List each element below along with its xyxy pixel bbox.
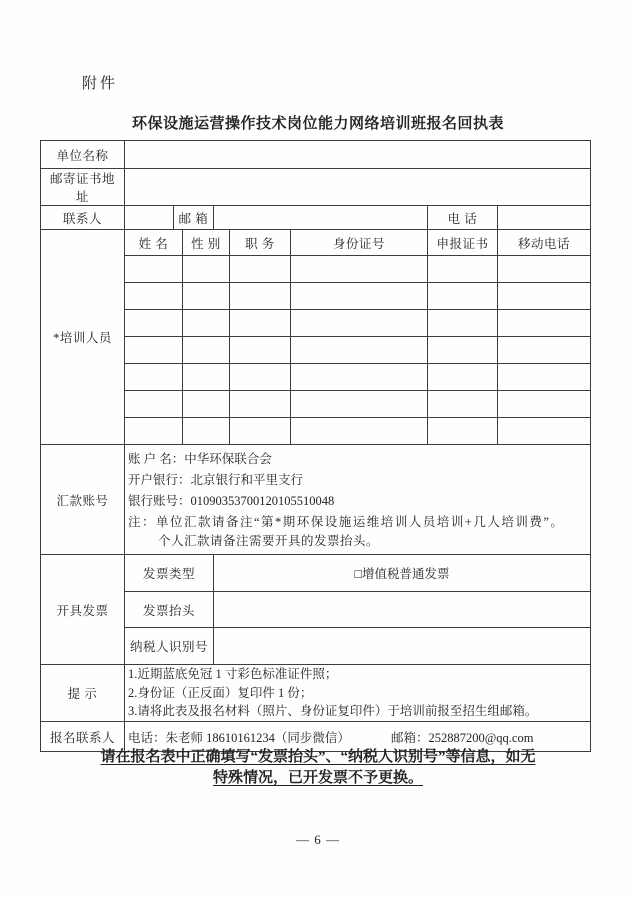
- trainee-id-number-field: [291, 283, 428, 310]
- trainee-certificate-field: [428, 418, 498, 445]
- form-title: 环保设施运营操作技术岗位能力网络培训班报名回执表: [131, 116, 504, 132]
- trainee-gender-field: [183, 337, 230, 364]
- trainee-position-field: [230, 256, 291, 283]
- trainee-mobile-field: [498, 364, 591, 391]
- trainee-certificate-field: [428, 337, 498, 364]
- attachment-label: 附件: [82, 76, 119, 92]
- trainee-mobile-field: [498, 310, 591, 337]
- trainee-position-field: [230, 283, 291, 310]
- trainee-id-number-field: [291, 256, 428, 283]
- registration-contact-label: 报名联系人: [41, 722, 125, 752]
- trainee-col-name: 姓 名: [125, 230, 183, 256]
- trainee-name-field: [125, 256, 183, 283]
- trainee-certificate-field: [428, 283, 498, 310]
- tip-item-3: 3.请将此表及报名材料（照片、身份证复印件）于培训前报至招生组邮箱。: [128, 704, 538, 719]
- trainee-col-id-number: 身份证号: [291, 230, 428, 256]
- contact-row: [41, 206, 591, 230]
- trainee-certificate-field: [428, 310, 498, 337]
- footer-notice-line2: 特殊情况，已开发票不予更换。: [212, 770, 423, 786]
- trainee-mobile-field: [498, 418, 591, 445]
- remittance-note-line1: 注：单位汇款请备注“第*期环保设施运维培训人员培训+几人培训费”。: [128, 514, 565, 529]
- trainees-label: *培训人员: [41, 230, 125, 445]
- footer-notice: [0, 747, 636, 789]
- contact-name-field: [125, 206, 174, 230]
- remittance-details: [125, 445, 591, 555]
- trainee-mobile-field: [498, 391, 591, 418]
- trainee-name-field: [125, 418, 183, 445]
- contact-phone-field: [498, 206, 591, 230]
- remittance-bank: 开户银行：北京银行和平里支行: [128, 472, 304, 487]
- trainee-certificate-field: [428, 391, 498, 418]
- trainee-name-field: [125, 337, 183, 364]
- trainee-gender-field: [183, 418, 230, 445]
- trainee-col-mobile: 移动电话: [498, 230, 591, 256]
- trainee-col-certificate: 申报证书: [428, 230, 498, 256]
- trainee-col-gender: 性 别: [183, 230, 230, 256]
- trainee-header-row: [41, 230, 591, 256]
- trainee-certificate-field: [428, 364, 498, 391]
- trainee-id-number-field: [291, 391, 428, 418]
- remittance-account-number: 银行账号：01090353700120105510048: [128, 493, 335, 508]
- invoice-title-label: 发票抬头: [125, 592, 214, 628]
- footer-notice-line1: 请在报名表中正确填写“发票抬头”、“纳税人识别号”等信息，如无: [100, 749, 536, 765]
- trainee-mobile-field: [498, 256, 591, 283]
- unit-name-field: [125, 141, 591, 169]
- trainee-id-number-field: [291, 337, 428, 364]
- trainee-col-position: 职 务: [230, 230, 291, 256]
- mailing-address-label: 邮寄证书地址: [41, 169, 125, 206]
- remittance-label: 汇款账号: [41, 445, 125, 555]
- remittance-note-line2: 个人汇款请备注需要开具的发票抬头。: [158, 533, 380, 548]
- contact-email-label: 邮 箱: [174, 206, 214, 230]
- trainee-position-field: [230, 310, 291, 337]
- trainee-gender-field: [183, 310, 230, 337]
- trainee-gender-field: [183, 256, 230, 283]
- page-number: — 6 —: [296, 832, 340, 847]
- tip-item-1: 1.近期蓝底免冠 1 寸彩色标准证件照；: [128, 667, 338, 682]
- trainee-id-number-field: [291, 364, 428, 391]
- tips-content: [125, 665, 591, 722]
- contact-email-field: [214, 206, 428, 230]
- unit-name-row: [41, 141, 591, 169]
- trainee-position-field: [230, 337, 291, 364]
- mailing-address-row: [41, 169, 591, 206]
- trainee-mobile-field: [498, 283, 591, 310]
- registration-contact-email: 邮箱：252887200@qq.com: [391, 730, 534, 745]
- trainee-name-field: [125, 283, 183, 310]
- registration-contact-phone: 电话：朱老师 18610161234（同步微信）: [128, 730, 350, 745]
- trainee-gender-field: [183, 283, 230, 310]
- trainee-position-field: [230, 418, 291, 445]
- trainee-gender-field: [183, 364, 230, 391]
- tips-row: [41, 665, 591, 722]
- invoice-type-label: 发票类型: [125, 555, 214, 592]
- trainee-mobile-field: [498, 337, 591, 364]
- unit-name-label: 单位名称: [41, 141, 125, 169]
- mailing-address-field: [125, 169, 591, 206]
- trainee-name-field: [125, 310, 183, 337]
- trainee-certificate-field: [428, 256, 498, 283]
- trainee-id-number-field: [291, 418, 428, 445]
- taxpayer-id-label: 纳税人识别号: [125, 628, 214, 665]
- invoice-title-field: [214, 592, 591, 628]
- trainee-gender-field: [183, 391, 230, 418]
- invoice-label: 开具发票: [41, 555, 125, 665]
- trainee-position-field: [230, 391, 291, 418]
- trainee-name-field: [125, 391, 183, 418]
- trainee-position-field: [230, 364, 291, 391]
- tip-item-2: 2.身份证（正反面）复印件 1 份；: [128, 685, 313, 700]
- remittance-row: [41, 445, 591, 555]
- trainee-name-field: [125, 364, 183, 391]
- taxpayer-id-field: [214, 628, 591, 665]
- remittance-account-name: 账 户 名：中华环保联合会: [128, 451, 272, 466]
- vat-invoice-checkbox-option: □增值税普通发票: [214, 555, 591, 592]
- tips-label: 提 示: [41, 665, 125, 722]
- registration-form-table: [40, 140, 591, 752]
- contact-phone-label: 电 话: [428, 206, 498, 230]
- trainee-id-number-field: [291, 310, 428, 337]
- invoice-type-row: [41, 555, 591, 592]
- contact-label: 联系人: [41, 206, 125, 230]
